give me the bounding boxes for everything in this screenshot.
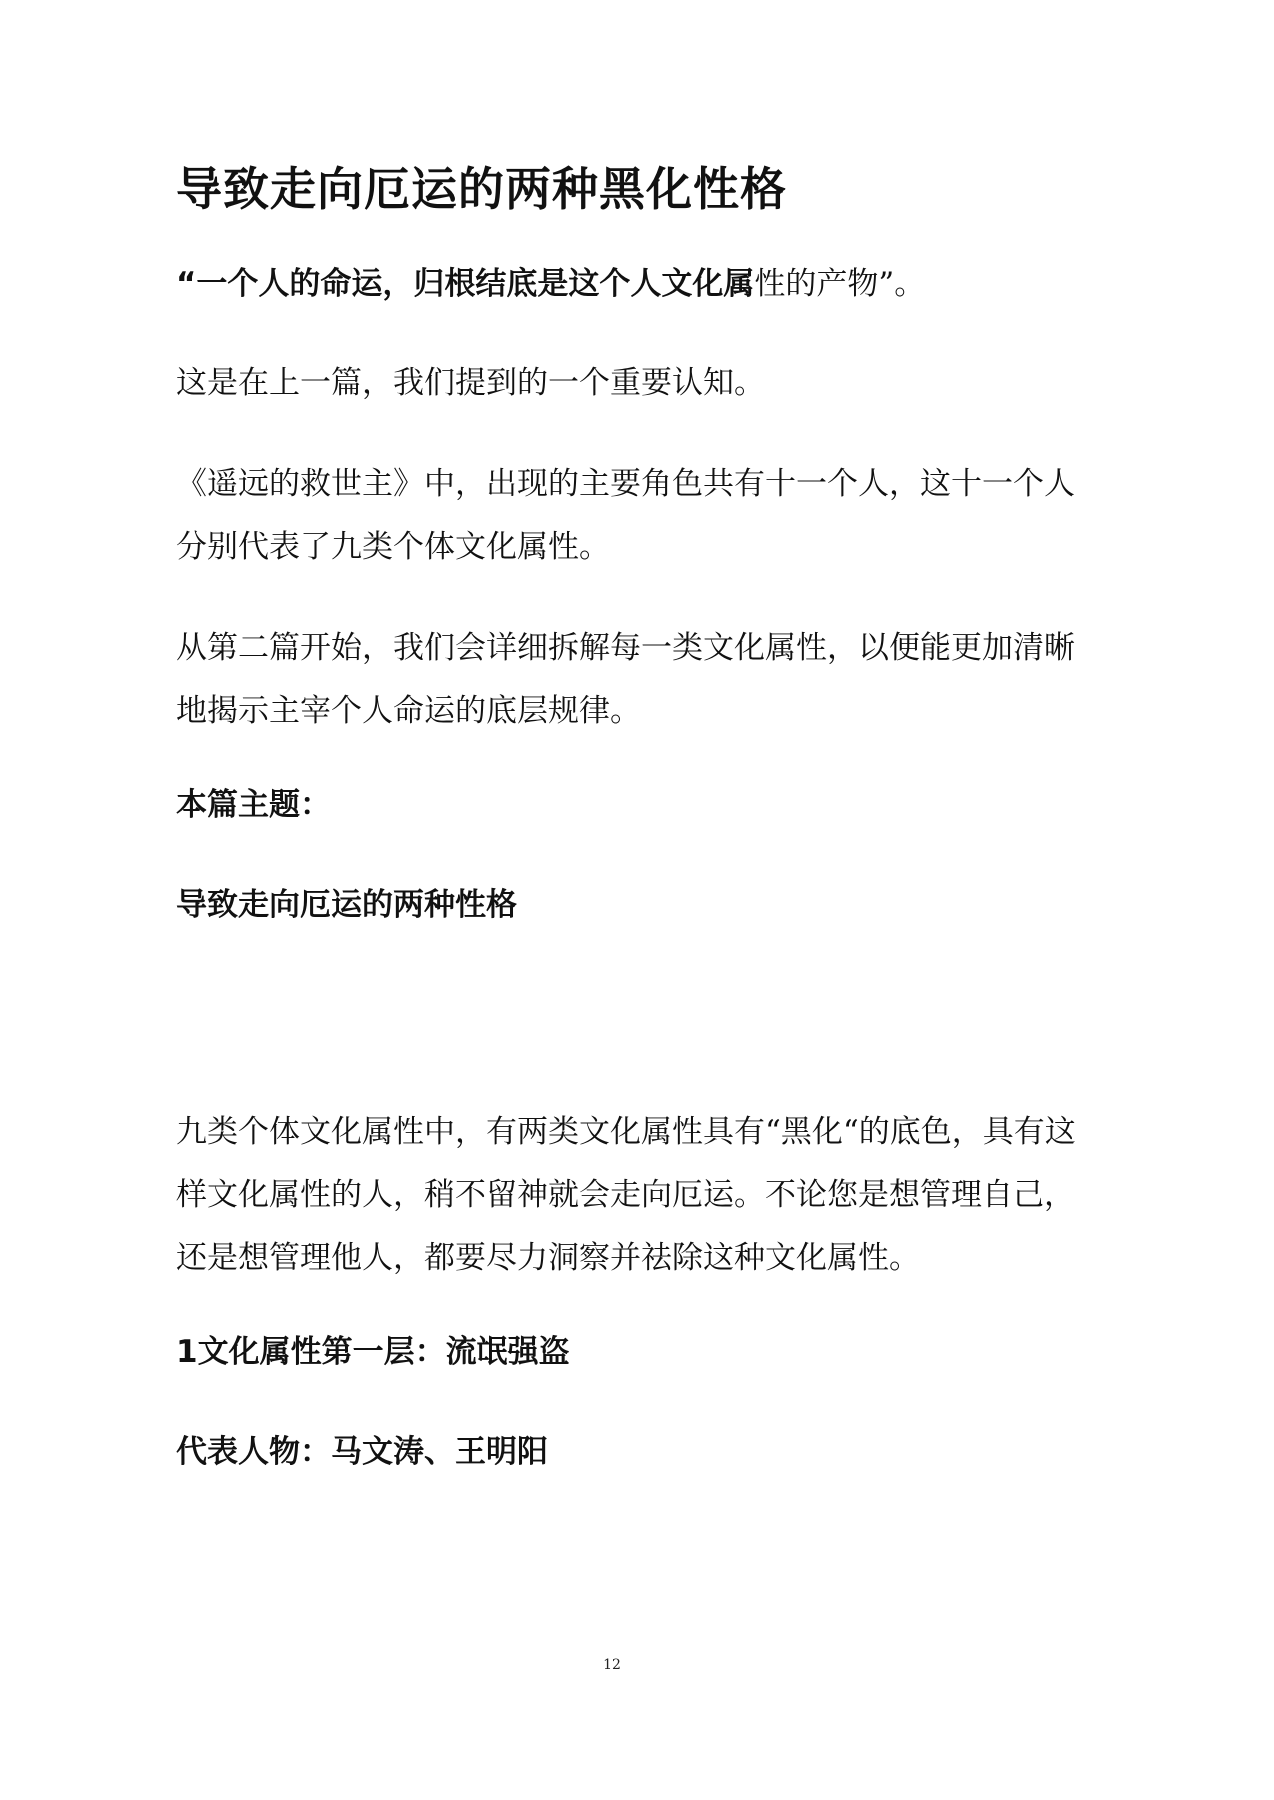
quote-paragraph — [176, 260, 1076, 308]
topic-label: 本篇主题： — [176, 787, 331, 823]
intro-paragraph: 这是在上一篇，我们提到的一个重要认知。 — [176, 365, 765, 401]
topic-heading: 导致走向厄运的两种性格 — [176, 887, 517, 923]
quote-regular-text: 性的产物”。 — [754, 266, 926, 302]
page-title: 导致走向厄运的两种黑化性格 — [176, 162, 787, 216]
quote-bold-text: “一个人的命运，归根结底是这个人文化属 — [176, 266, 755, 302]
page-number: 12 — [603, 1657, 621, 1673]
body-paragraph: 九类个体文化属性中，有两类文化属性具有“黑化“的底色，具有这样文化属性的人，稍不留神就会走向厄运。不论您是想管理自己，还是想管理他人，都要尽力洞察并祛除这种文化属性。 — [176, 1114, 1076, 1276]
section-heading: 1文化属性第一层：流氓强盗 — [176, 1334, 570, 1370]
representatives-heading: 代表人物：马文涛、王明阳 — [176, 1434, 548, 1470]
series-paragraph: 从第二篇开始，我们会详细拆解每一类文化属性，以便能更加清晰地揭示主宰个人命运的底层规律。 — [176, 630, 1075, 729]
blank-space — [176, 981, 1076, 1101]
characters-paragraph: 《遥远的救世主》中，出现的主要角色共有十一个人，这十一个人分别代表了九类个体文化属性。 — [176, 466, 1075, 565]
page-content — [176, 160, 1076, 1528]
